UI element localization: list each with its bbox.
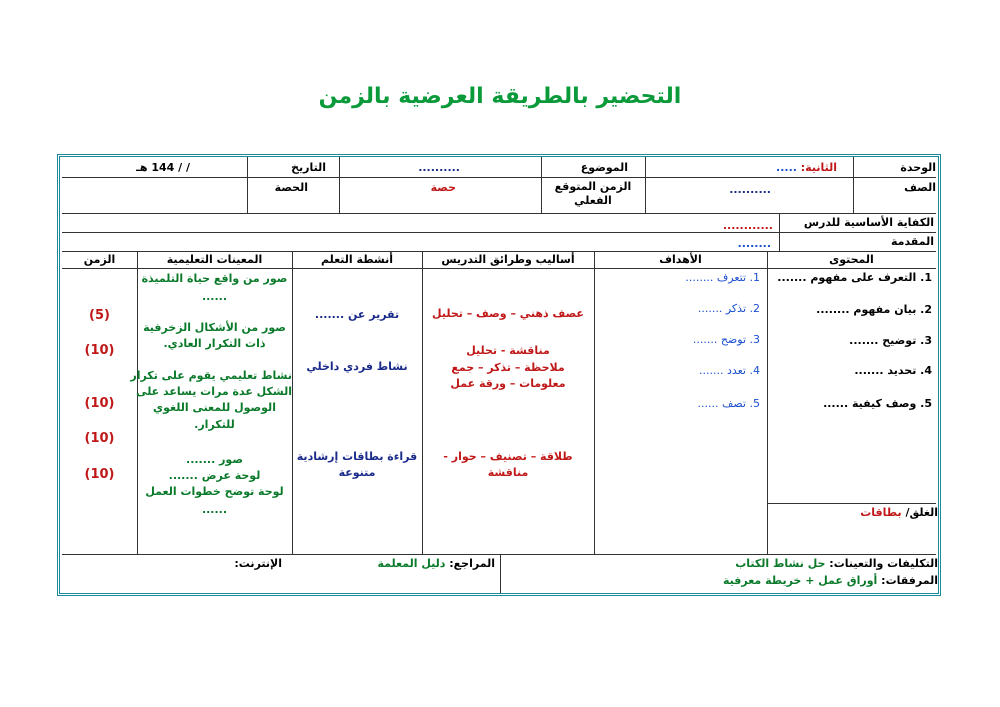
subject-value: .......... <box>418 161 460 174</box>
subject-label: الموضوع <box>580 161 628 174</box>
content-item: 1. التعرف على مفهوم ....... <box>777 271 932 284</box>
aid-text: صور من الأشكال الزخرفية <box>143 321 286 334</box>
col-divider <box>779 213 780 232</box>
date-label: التاريخ <box>291 161 326 174</box>
aid-text: الشكل عدة مرات يساعد على <box>136 385 292 398</box>
closure-label: الغلق/ <box>905 506 938 519</box>
aid-text: لوحة عرض ....... <box>168 469 261 482</box>
time-value: (10) <box>84 343 115 358</box>
col-divider <box>541 157 542 213</box>
objective-item: 1. تتعرف ........ <box>685 271 760 284</box>
method-text: طلاقة – تصنيف – حوار - <box>443 450 573 463</box>
intro-label: المقدمة <box>890 235 934 248</box>
attachments-value: أوراق عمل + خريطة معرفية <box>723 574 878 587</box>
objective-item: 2. تذكر ....... <box>697 302 760 315</box>
col-divider <box>594 251 595 554</box>
intro-value: ........ <box>737 237 771 250</box>
references-value: دليل المعلمة <box>377 557 446 570</box>
assignments-label: التكليفات والتعينات: <box>829 557 938 570</box>
col-divider <box>247 157 248 213</box>
date-value: / / 144 هـ <box>136 161 190 174</box>
method-text: معلومات – ورقة عمل <box>450 377 566 390</box>
col-divider <box>339 157 340 213</box>
activity-text: قراءة بطاقات إرشادية <box>296 450 418 463</box>
expected-time-label: الزمن المتوقع الفعلي <box>554 180 632 207</box>
col-divider <box>645 157 646 213</box>
row-divider <box>62 232 936 233</box>
time-value: (10) <box>84 396 115 411</box>
row-divider <box>62 213 936 214</box>
aid-text: ...... <box>201 503 228 516</box>
content-item: 4. تحديد ....... <box>854 364 932 377</box>
time-value: (10) <box>84 467 115 482</box>
assignments <box>735 557 938 571</box>
col-divider <box>853 157 854 213</box>
col-header-objectives: الأهداف <box>659 253 702 266</box>
time-value: (5) <box>89 308 110 323</box>
aid-text: ...... <box>201 290 228 303</box>
aid-text: للتكرار. <box>194 418 235 431</box>
aid-text: الوصول للمعنى اللغوي <box>153 401 276 414</box>
col-divider <box>292 251 293 554</box>
col-header-aids: المعينات التعليمية <box>166 253 263 266</box>
class-value: .......... <box>729 183 771 196</box>
period-label: الحصة <box>274 181 308 194</box>
objective-item: 3. توضح ....... <box>692 333 760 346</box>
method-text: عصف ذهني – وصف – تحليل <box>432 307 584 320</box>
method-text: مناقشة <box>487 466 529 479</box>
page-title: التحضير بالطريقة العرضية بالزمن <box>318 84 682 109</box>
method-text: ملاحظة – تذكر – جمع <box>451 361 565 374</box>
references <box>377 557 495 571</box>
competency-label: الكفاية الأساسية للدرس <box>803 216 934 229</box>
col-divider <box>779 232 780 251</box>
activity-text: تقرير عن ....... <box>314 308 400 321</box>
unit-value-dots: ..... <box>776 161 797 174</box>
class-label: الصف <box>904 181 936 194</box>
references-label: المراجع: <box>449 557 495 570</box>
activity-text: متنوعة <box>338 466 376 479</box>
aid-text: لوحة توضح خطوات العمل <box>145 485 284 498</box>
unit-label: الوحدة <box>900 161 936 174</box>
attachments-label: المرفقات: <box>881 574 938 587</box>
content-item: 3. توضيح ....... <box>849 334 932 347</box>
aid-text: ذات التكرار العادي. <box>163 337 266 350</box>
assignments-value: حل نشاط الكتاب <box>735 557 826 570</box>
col-header-methods: أساليب وطرائق التدريس <box>441 253 575 266</box>
unit-value-label: الثانية: <box>800 161 837 174</box>
aid-text: نشاط تعليمي يقوم على تكرار <box>130 369 292 382</box>
activity-text: نشاط فردي داخلي <box>306 360 408 373</box>
col-divider <box>767 251 768 554</box>
method-text: مناقشة - تحليل <box>466 344 550 357</box>
col-divider <box>422 251 423 554</box>
competency-value: ............ <box>722 219 773 232</box>
content-item: 5. وصف كيفية ...... <box>823 397 932 410</box>
aid-text: صور ....... <box>186 453 243 466</box>
objective-item: 5. تصف ...... <box>697 397 760 410</box>
col-divider <box>500 554 501 593</box>
row-divider <box>62 251 936 252</box>
expected-time-value: حصة <box>430 181 456 194</box>
closure-value: بطاقات <box>860 506 902 519</box>
col-header-content: المحتوى <box>829 253 874 266</box>
closure <box>860 506 938 520</box>
aid-text: صور من واقع حياة التلميذة <box>141 272 288 285</box>
col-header-time: الزمن <box>83 253 116 266</box>
content-item: 2. بيان مفهوم ........ <box>816 303 932 316</box>
row-divider <box>62 554 936 555</box>
col-header-activities: أنشطة التعلم <box>320 253 394 266</box>
internet-label: الإنترنت: <box>234 557 282 570</box>
row-divider <box>62 268 936 269</box>
objective-item: 4. تعدد ....... <box>698 364 760 377</box>
unit-value <box>776 161 837 175</box>
time-value: (10) <box>84 431 115 446</box>
row-divider <box>767 503 936 504</box>
row-divider <box>62 177 936 178</box>
attachments <box>723 574 938 588</box>
